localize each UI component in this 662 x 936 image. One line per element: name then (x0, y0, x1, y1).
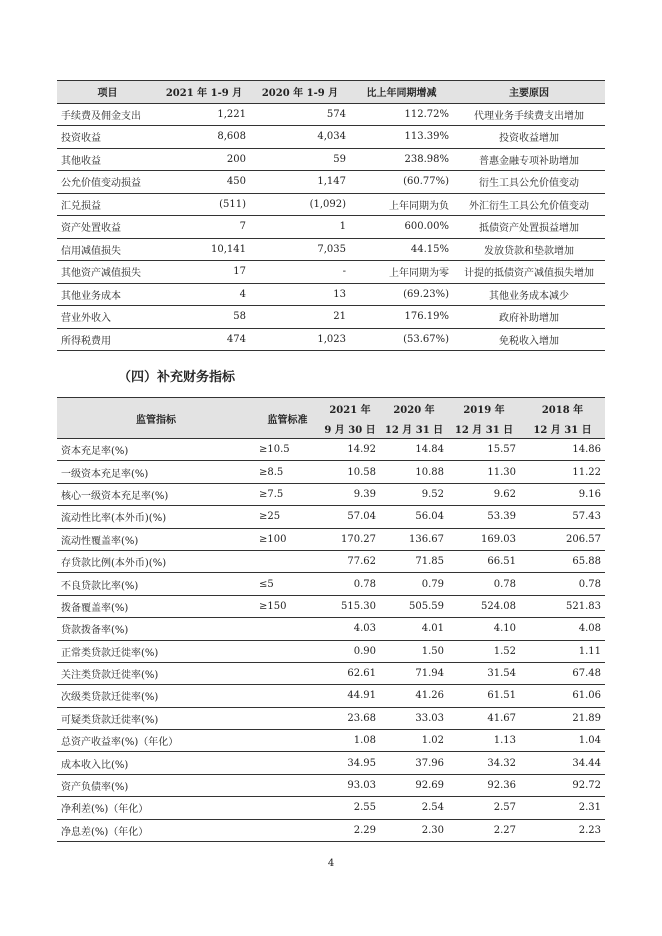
table-cell: 71.85 (380, 550, 448, 572)
standard-cell (255, 618, 320, 640)
table-cell: 1.13 (448, 730, 520, 752)
row-label: 营业外收入 (57, 306, 158, 329)
table-cell: 92.36 (448, 774, 520, 796)
table-row (57, 103, 605, 126)
table-cell: 1.08 (320, 730, 380, 752)
table-row (57, 774, 605, 796)
table-cell: 14.92 (320, 439, 380, 461)
table-cell: 15.57 (448, 439, 520, 461)
standard-cell (255, 707, 320, 729)
table-cell: 65.88 (520, 550, 605, 572)
header-year: 2021 年 (320, 398, 380, 419)
table-cell: 58 (158, 306, 250, 329)
table-cell: 1.11 (520, 640, 605, 662)
table-cell: 136.67 (380, 528, 448, 550)
row-label: 成本收入比(%) (57, 752, 255, 774)
table-cell: 0.78 (520, 573, 605, 595)
row-label: 核心一级资本充足率(%) (57, 483, 255, 505)
table-cell: (511) (158, 193, 250, 216)
table-cell: 169.03 (448, 528, 520, 550)
table-cell: 206.57 (520, 528, 605, 550)
row-label: 不良贷款比率(%) (57, 573, 255, 595)
table-cell: 31.54 (448, 662, 520, 684)
row-label: 资产处置收益 (57, 216, 158, 239)
table-row (57, 306, 605, 329)
table-cell: 33.03 (380, 707, 448, 729)
table-cell: 1 (250, 216, 350, 239)
table-cell: 8,608 (158, 126, 250, 149)
table-cell: 7 (158, 216, 250, 239)
table-row (57, 171, 605, 194)
row-label: 净息差(%)（年化） (57, 819, 255, 841)
table-cell: 21 (250, 306, 350, 329)
table-cell: 41.26 (380, 685, 448, 707)
table-cell: 474 (158, 328, 250, 351)
table-cell: 0.78 (320, 573, 380, 595)
page-number: 4 (327, 858, 335, 869)
table-cell: 1,023 (250, 328, 350, 351)
table-cell: 14.86 (520, 439, 605, 461)
table-cell: 0.90 (320, 640, 380, 662)
table-cell: 61.51 (448, 685, 520, 707)
table-cell: 92.69 (380, 774, 448, 796)
table-cell: 2.27 (448, 819, 520, 841)
table-cell: 发放贷款和垫款增加 (453, 238, 605, 261)
row-label: 存贷款比例(本外币)(%) (57, 550, 255, 572)
table-row (57, 216, 605, 239)
table-cell: 34.32 (448, 752, 520, 774)
row-label: 所得税费用 (57, 328, 158, 351)
row-label: 汇兑损益 (57, 193, 158, 216)
table-cell: (53.67%) (350, 328, 453, 351)
table-cell: 免税收入增加 (453, 328, 605, 351)
header-year: 2020 年 (380, 398, 448, 419)
table-cell: 7,035 (250, 238, 350, 261)
standard-cell: ≥100 (255, 528, 320, 550)
table-row (57, 283, 605, 306)
table-cell: (69.23%) (350, 283, 453, 306)
table-cell: 2.55 (320, 797, 380, 819)
table-cell: 1,147 (250, 171, 350, 194)
table-cell: 57.43 (520, 506, 605, 528)
table-cell: 11.30 (448, 461, 520, 483)
table-cell: 93.03 (320, 774, 380, 796)
table-cell: 200 (158, 148, 250, 171)
row-label: 信用减值损失 (57, 238, 158, 261)
table-cell: 2.57 (448, 797, 520, 819)
table-cell: 10.58 (320, 461, 380, 483)
row-label: 流动性比率(本外币)(%) (57, 506, 255, 528)
table-cell: 238.98% (350, 148, 453, 171)
standard-cell: ≥150 (255, 595, 320, 617)
table-cell: 524.08 (448, 595, 520, 617)
table-cell: 176.19% (350, 306, 453, 329)
table-cell: 1.52 (448, 640, 520, 662)
table-row (57, 506, 605, 528)
table-cell: 34.95 (320, 752, 380, 774)
table-cell: 56.04 (380, 506, 448, 528)
header-date: 12 月 31 日 (448, 418, 520, 439)
table-cell: 外汇衍生工具公允价值变动 (453, 193, 605, 216)
row-label: 一级资本充足率(%) (57, 461, 255, 483)
header-date: 9 月 30 日 (320, 418, 380, 439)
table-row (57, 461, 605, 483)
table-cell: 44.91 (320, 685, 380, 707)
table-cell: 23.68 (320, 707, 380, 729)
row-label: 次级类贷款迁徙率(%) (57, 685, 255, 707)
table-cell: 4 (158, 283, 250, 306)
table-cell: 574 (250, 103, 350, 126)
table-row (57, 261, 605, 284)
row-label: 其他收益 (57, 148, 158, 171)
standard-cell (255, 819, 320, 841)
row-label: 贷款拨备率(%) (57, 618, 255, 640)
income-changes-table (57, 80, 605, 351)
table-cell: 505.59 (380, 595, 448, 617)
table-row (57, 328, 605, 351)
standard-cell (255, 550, 320, 572)
table-cell: (60.77%) (350, 171, 453, 194)
table-header-row (57, 81, 605, 104)
header-date: 12 月 31 日 (380, 418, 448, 439)
table-cell: 其他业务成本减少 (453, 283, 605, 306)
table-cell: 代理业务手续费支出增加 (453, 103, 605, 126)
table-cell: 515.30 (320, 595, 380, 617)
table-cell: 上年同期为零 (350, 261, 453, 284)
table-row (57, 550, 605, 572)
row-label: 公允价值变动损益 (57, 171, 158, 194)
row-label: 投资收益 (57, 126, 158, 149)
row-label: 资产负债率(%) (57, 774, 255, 796)
row-label: 资本充足率(%) (57, 439, 255, 461)
table-row (57, 193, 605, 216)
table-cell: 521.83 (520, 595, 605, 617)
row-label: 流动性覆盖率(%) (57, 528, 255, 550)
table-row (57, 483, 605, 505)
standard-cell (255, 752, 320, 774)
row-label: 关注类贷款迁徙率(%) (57, 662, 255, 684)
standard-cell: ≤5 (255, 573, 320, 595)
table-cell: 11.22 (520, 461, 605, 483)
table-row (57, 730, 605, 752)
row-label: 其他资产减值损失 (57, 261, 158, 284)
table-cell: 1.04 (520, 730, 605, 752)
table-cell: 投资收益增加 (453, 126, 605, 149)
supplementary-indicators-table (57, 397, 605, 842)
header-indicator: 监管指标 (57, 398, 255, 439)
table-cell: 上年同期为负 (350, 193, 453, 216)
table-row (57, 685, 605, 707)
header-date: 12 月 31 日 (520, 418, 605, 439)
table-cell: 衍生工具公允价值变动 (453, 171, 605, 194)
table-cell: 34.44 (520, 752, 605, 774)
table-cell: 66.51 (448, 550, 520, 572)
table-row (57, 126, 605, 149)
table-header-row (57, 398, 605, 419)
table-cell: 53.39 (448, 506, 520, 528)
table-cell: 170.27 (320, 528, 380, 550)
standard-cell (255, 730, 320, 752)
table-cell: 17 (158, 261, 250, 284)
row-label: 手续费及佣金支出 (57, 103, 158, 126)
table-row (57, 573, 605, 595)
table-row (57, 595, 605, 617)
standard-cell (255, 640, 320, 662)
table-row (57, 819, 605, 841)
table-row (57, 707, 605, 729)
standard-cell: ≥8.5 (255, 461, 320, 483)
table-cell: 9.39 (320, 483, 380, 505)
table-cell: - (250, 261, 350, 284)
header-year: 2018 年 (520, 398, 605, 419)
table-cell: 61.06 (520, 685, 605, 707)
table-cell: 112.72% (350, 103, 453, 126)
row-label: 正常类贷款迁徙率(%) (57, 640, 255, 662)
table-cell: 4,034 (250, 126, 350, 149)
table-cell: 71.94 (380, 662, 448, 684)
table-cell: 600.00% (350, 216, 453, 239)
table-cell: 450 (158, 171, 250, 194)
table-cell: 113.39% (350, 126, 453, 149)
table-cell: 67.48 (520, 662, 605, 684)
table-row (57, 640, 605, 662)
table-row (57, 662, 605, 684)
row-label: 净利差(%)（年化） (57, 797, 255, 819)
table-row (57, 752, 605, 774)
table-cell: 21.89 (520, 707, 605, 729)
table-cell: 37.96 (380, 752, 448, 774)
header-year: 2019 年 (448, 398, 520, 419)
table-cell: 2.29 (320, 819, 380, 841)
table-cell: 77.62 (320, 550, 380, 572)
table-cell: 2.54 (380, 797, 448, 819)
standard-cell: ≥7.5 (255, 483, 320, 505)
table-row (57, 797, 605, 819)
row-label: 可疑类贷款迁徙率(%) (57, 707, 255, 729)
header-standard: 监管标准 (255, 398, 320, 439)
table-cell: 57.04 (320, 506, 380, 528)
table-row (57, 238, 605, 261)
table-cell: 62.61 (320, 662, 380, 684)
table-row (57, 148, 605, 171)
table-cell: 41.67 (448, 707, 520, 729)
header-cell: 主要原因 (453, 81, 605, 104)
row-label: 总资产收益率(%)（年化） (57, 730, 255, 752)
header-cell: 2021 年 1-9 月 (158, 81, 250, 104)
header-cell: 2020 年 1-9 月 (250, 81, 350, 104)
standard-cell (255, 774, 320, 796)
row-label: 拨备覆盖率(%) (57, 595, 255, 617)
table-cell: 59 (250, 148, 350, 171)
table-cell: 14.84 (380, 439, 448, 461)
table-cell: 0.79 (380, 573, 448, 595)
section-title: （四）补充财务指标 (118, 370, 236, 385)
table-cell: 92.72 (520, 774, 605, 796)
table-row (57, 528, 605, 550)
header-cell: 比上年同期增减 (350, 81, 453, 104)
table-cell: 13 (250, 283, 350, 306)
table-cell: 4.10 (448, 618, 520, 640)
table-cell: 10,141 (158, 238, 250, 261)
table-cell: 4.01 (380, 618, 448, 640)
standard-cell: ≥25 (255, 506, 320, 528)
table-cell: 政府补助增加 (453, 306, 605, 329)
table-cell: 1.02 (380, 730, 448, 752)
table-row (57, 618, 605, 640)
standard-cell (255, 685, 320, 707)
table-cell: 9.52 (380, 483, 448, 505)
table-cell: 抵债资产处置损益增加 (453, 216, 605, 239)
table-cell: 9.62 (448, 483, 520, 505)
standard-cell (255, 797, 320, 819)
standard-cell (255, 662, 320, 684)
table-cell: 10.88 (380, 461, 448, 483)
table-cell: (1,092) (250, 193, 350, 216)
table-cell: 1.50 (380, 640, 448, 662)
table-cell: 9.16 (520, 483, 605, 505)
table-cell: 0.78 (448, 573, 520, 595)
header-cell: 项目 (57, 81, 158, 104)
table-cell: 2.31 (520, 797, 605, 819)
table-cell: 44.15% (350, 238, 453, 261)
table-cell: 普惠金融专项补助增加 (453, 148, 605, 171)
table-cell: 计提的抵债资产减值损失增加 (453, 261, 605, 284)
standard-cell: ≥10.5 (255, 439, 320, 461)
table-cell: 2.30 (380, 819, 448, 841)
table-cell: 4.08 (520, 618, 605, 640)
table-row (57, 439, 605, 461)
row-label: 其他业务成本 (57, 283, 158, 306)
table-cell: 4.03 (320, 618, 380, 640)
table-cell: 2.23 (520, 819, 605, 841)
table-cell: 1,221 (158, 103, 250, 126)
